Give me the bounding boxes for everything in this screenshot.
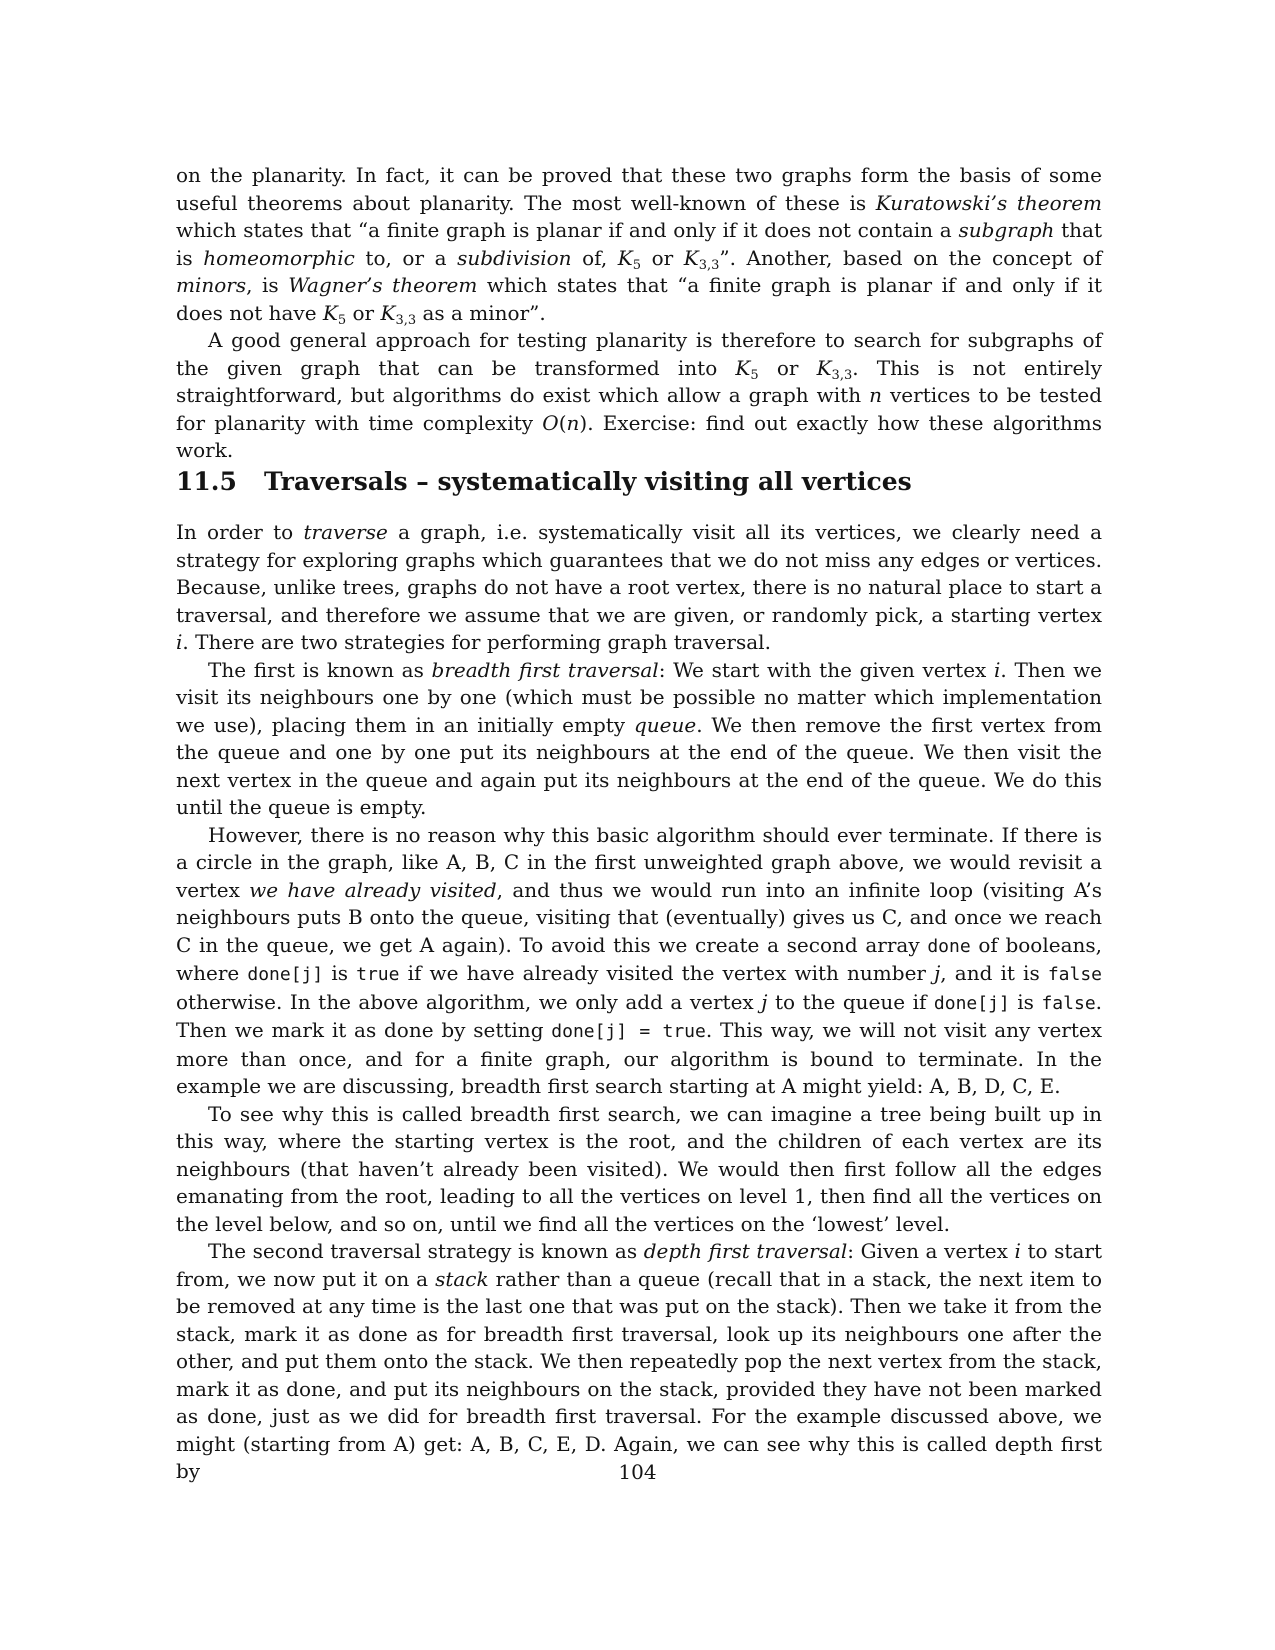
term-stack: stack [435,1266,489,1291]
section-title: Traversals – systematically visiting all vertices [264,467,912,496]
code-done-j: done[j] [933,992,1010,1014]
paragraph-traversal-intro: In order to traverse a graph, i.e. systematically visit all its vertices, we clearly need a strategy for exploring graphs which guarantees that we do not miss any edges or vertices. Because, unlike trees, graphs do not have a root vertex, there is no natural place to start a traversal, and therefore we assume that we are given, or randomly pick, a starting vertex i. There are two strategies for performing graph traversal. [176,520,1103,654]
term-breadth-first-traversal: breadth first traversal [431,657,659,682]
math-n: n [566,410,580,435]
paragraph-breadth-first: The first is known as breadth first traversal: We start with the given vertex i. Then we visit its neighbours one by one (which must be possible no matter which implementation we use), placing them in an initially empty queue. We then remove the first vertex from the queue and one by one put its neighbours at the end of the queue. We then visit the next vertex in the queue and again put its neighbours at the end of the queue. We do this until the queue is empty. [176,657,1103,819]
text-block-traversals [176,519,1102,1486]
code-true: true [356,964,400,985]
math-i: i [1014,1239,1021,1263]
paragraph-planarity-testing: A good general approach for testing planarity is therefore to search for subgraphs of the given graph that can be transformed into $K_5$ or $K_{3,3}$. This is not entirely straightforward, but algorithms do exist which allow a graph with n vertices to be tested for planarity with time complexity O(n). Exercise: find out exactly how these algorithms work. [176,328,1103,462]
math-k33: $K_{3,3}$ [816,355,853,383]
math-j: j [934,961,941,985]
term-queue: queue [633,712,697,737]
code-done-j-true: done[j] = true [551,1021,706,1042]
code-done-j: done[j] [247,964,324,985]
math-i: i [994,657,1001,682]
math-k5: $K_5$ [617,245,642,273]
math-i: i [176,630,183,654]
term-traverse: traverse [303,520,388,544]
math-big-o: O [542,410,559,435]
term-wagner: Wagner’s theorem [288,273,478,297]
text-block-top [176,162,1102,465]
term-minors: minors [176,273,247,297]
math-k33: $K_{3,3}$ [683,245,720,273]
math-k5: $K_5$ [322,300,347,328]
paragraph-depth-first: The second traversal strategy is known as depth first traversal: Given a vertex i to start from, we now put it on a stack rather than a queue (recall that in a stack, the next item to be removed at any time is the last one that was put on the stack). Then we take it from the stack, mark it as done as for breadth first traversal, look up its neighbours one after the other, and put them onto the stack. We then repeatedly pop the next vertex from the stack, mark it as done, and put its neighbours on the stack, provided they have not been marked as done, just as we did for breadth first traversal. For the example discussed above, we might (starting from A) get: A, B, C, E, D. Again, we can see why this is called depth first by [176,1239,1102,1483]
paragraph-planarity-theorems: on the planarity. In fact, it can be proved that these two graphs form the basis of some useful theorems about planarity. The most well-known of these is Kuratowski’s theorem which states that “a finite graph is planar if and only if it does not contain a subgraph that is homeomorphic to, or a subdivision of, $K_5$ or $K_{3,3}$”. Another, based on the concept of minors, is Wagner’s theorem which states that “a finite graph is planar if and only if it does not have $K_5$ or $K_{3,3}$ as a minor”. [176,163,1102,328]
term-kuratowski: Kuratowski’s theorem [875,190,1102,215]
page-number: 104 [618,1460,657,1484]
code-false: false [1047,964,1103,985]
math-n: n [869,383,882,407]
code-done: done [927,935,971,957]
math-k33: $K_{3,3}$ [380,300,417,328]
term-already-visited: we have already visited [249,877,497,902]
section-heading [176,466,1102,498]
math-k5: $K_5$ [735,355,759,383]
term-subdivision: subdivision [457,245,572,270]
paragraph-breadth-first-tree: To see why this is called breadth first search, we can imagine a tree being built up in this way, where the starting vertex is the root, and the children of each vertex are its neighbours (that haven’t already been visited). We would then first follow all the edges emanating from the root, leading to all the vertices on level 1, then find all the vertices on the level below, and so on, until we find all the vertices on the ‘lowest’ level. [176,1101,1102,1236]
term-homeomorphic: homeomorphic [203,245,355,270]
code-false: false [1041,992,1096,1014]
math-j: j [761,989,768,1014]
term-depth-first-traversal: depth first traversal [643,1239,848,1263]
term-subgraph: subgraph [958,218,1055,242]
paragraph-termination: However, there is no reason why this basic algorithm should ever terminate. If there is a circle in the graph, like A, B, C in the first unweighted graph above, we would revisit a vertex we have already visited, and thus we would run into an infinite loop (visiting A’s neighbours puts B onto the queue, visiting that (eventually) gives us C, and once we reach C in the queue, we get A again). To avoid this we create a second array done of booleans, where done[j] is true if we have already visited the vertex with number j, and it is false otherwise. In the above algorithm, we only add a vertex j to the queue if done[j] is false. Then we mark it as done by setting done[j] = true. This way, we will not visit any vertex more than once, and for a finite graph, our algorithm is bound to terminate. In the example we are discussing, breadth first search starting at A might yield: A, B, D, C, E. [176,822,1103,1098]
section-number: 11.5 [176,467,237,496]
